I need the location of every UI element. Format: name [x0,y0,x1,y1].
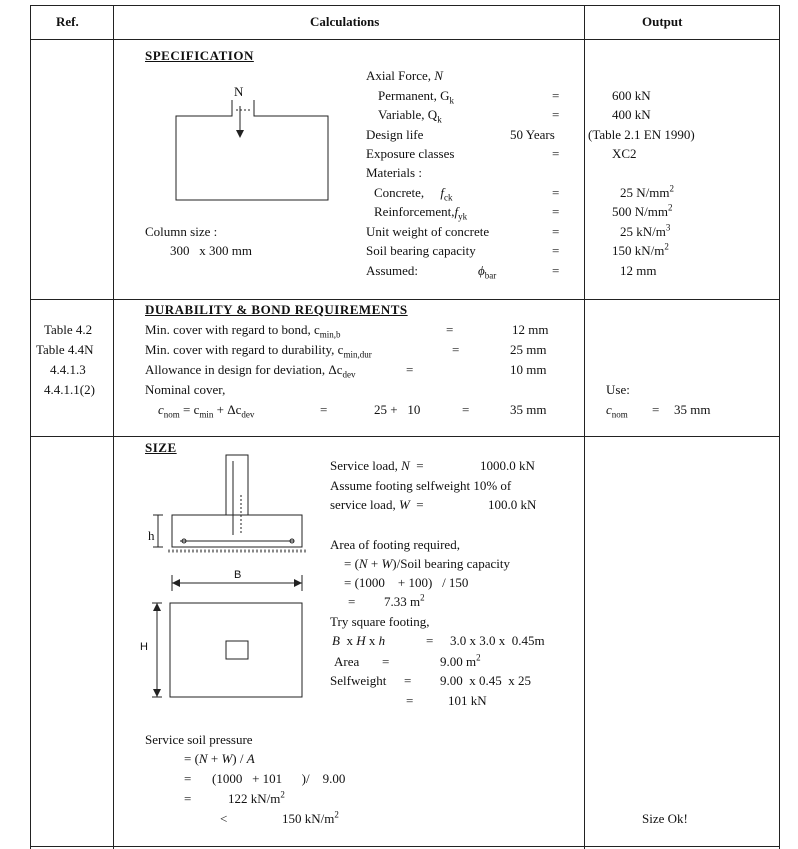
size-ok-output: Size Ok! [642,811,688,826]
reinforcement-label: $Reinforcement,f_{yk}$ [374,204,468,222]
deviation-label: Allowance in design for deviation, $\Delta c_{dev}$ [145,362,356,380]
col-divider-1 [113,5,114,849]
soil-pressure-label: Service soil pressure [145,732,253,747]
column-dims: 300 x 300 mm [170,243,252,258]
durability-title: DURABILITY & BOND REQUIREMENTS [145,302,408,317]
ref-table-4-2: Table 4.2 [44,322,93,337]
selfweight-label: Selfweight [330,673,387,688]
soil-capacity-eq: = [552,243,560,258]
section-divider-1 [30,299,780,300]
permanent-label: Permanent, $G_k$ [378,88,454,106]
table-border-right [779,5,780,849]
soil-pressure-formula-1: = (N + W) / A [184,751,255,766]
exposure-eq: = [552,146,560,161]
bond-cover-label: Min. cover with regard to bond, $c_{min,b}$ [145,322,341,340]
permanent-eq: = [552,88,560,103]
bhh-eq: = [426,633,434,648]
section-divider-2 [30,436,780,437]
soil-pressure-f3-eq: = [184,791,192,806]
bond-cover-eq: = [446,322,454,337]
reinforcement-eq: = [552,204,560,219]
assume-selfweight-line2: service load, W = [330,497,424,512]
design-life-label: Design life [366,127,424,142]
reinforcement-value: 500 $N/mm^2$ [612,202,673,219]
nominal-formula-value: 35 mm [510,402,547,417]
unit-weight-eq: = [552,224,560,239]
header-calculations: Calculations [310,14,380,29]
area-value: 9.00 $m^2$ [440,652,481,669]
column-footing-diagram [170,84,330,204]
output-use-label: Use: [606,382,630,397]
footing-elevation-diagram [140,455,320,705]
design-life-years: 50 Years [510,127,555,142]
nominal-cover-label: Nominal cover, [145,382,226,397]
diagram-label-n: N [234,84,244,99]
soil-capacity-value: 150 $kN/m^2$ [612,241,669,258]
deviation-eq: = [406,362,414,377]
soil-pressure-formula-2: (1000 + 101 )/ 9.00 [212,771,346,786]
assume-selfweight-line1: Assume footing selfweight 10% of [330,478,512,493]
assumed-bar-symbol: $\phi_{bar}$ [478,263,497,281]
concrete-eq: = [552,185,560,200]
soil-pressure-formula-3: 122 $kN/m^2$ [228,789,285,806]
column-size-label: Column size : [145,224,218,239]
nominal-cover-formula: $c_{nom} = c_{min} + \Delta c_{dev}$ [158,402,255,420]
service-load-value: 1000.0 kN [480,458,535,473]
output-c-nom-eq: = [652,402,660,417]
ref-4-4-1-1-2: 4.4.1.1(2) [44,382,95,397]
table-border-left [30,5,31,849]
variable-value: 400 kN [612,107,651,122]
area-eq: = [382,654,390,669]
exposure-value: XC2 [612,146,637,161]
nominal-formula-eq1: = [320,402,328,417]
selfweight-formula: 9.00 x 0.45 x 25 [440,673,531,688]
concrete-label: Concrete, $f_{ck}$ [374,185,453,203]
output-c-nom: $c_{nom}$ [606,402,628,420]
try-square-label: Try square footing, [330,614,430,629]
deviation-value: 10 mm [510,362,547,377]
soil-pressure-f4-lt: < [220,811,228,826]
durability-cover-value: 25 mm [510,342,547,357]
exposure-label: Exposure classes [366,146,455,161]
table-border-bottom [30,846,780,847]
size-title: SIZE [145,440,177,455]
ref-4-4-1-3: 4.4.1.3 [50,362,86,377]
nominal-formula-eq2: = [462,402,470,417]
header-ref: Ref. [56,14,79,29]
assumed-label: Assumed: [366,263,418,278]
ref-table-4-4n: Table 4.4N [36,342,94,357]
materials-label: Materials : [366,165,422,180]
assumed-value: 12 mm [620,263,657,278]
durability-cover-label: Min. cover with regard to durability, $c_{min,dur}$ [145,342,372,360]
selfweight-result: 101 kN [448,693,487,708]
soil-pressure-f2-eq: = [184,771,192,786]
bond-cover-value: 12 mm [512,322,549,337]
soil-pressure-formula-4: 150 $kN/m^2$ [282,809,339,826]
unit-weight-label: Unit weight of concrete [366,224,490,239]
area-formula-2: = (1000 + 100) / 150 [344,575,469,590]
variable-label: Variable, $Q_k$ [378,107,442,125]
header-divider [30,39,780,40]
service-load-label: Service load, N = [330,458,424,473]
design-life-ref: (Table 2.1 EN 1990) [588,127,695,142]
selfweight-eq: = [404,673,412,688]
header-output: Output [642,14,683,29]
diagram-label-hh: H [140,641,148,653]
diagram-label-h: h [148,528,155,543]
bhh-label: B x H x h [332,633,386,648]
area-formula-3-value: 7.33 $m^2$ [384,592,425,609]
nominal-formula-nums: 25 + 10 [374,402,421,417]
assume-selfweight-value: 100.0 kN [488,497,537,512]
variable-eq: = [552,107,560,122]
area-formula-3-eq: = [348,594,356,609]
concrete-value: 25 $N/mm^2$ [620,183,674,200]
selfweight-eq2: = [406,693,414,708]
col-divider-2 [584,5,585,849]
diagram-label-b: B [234,569,242,581]
unit-weight-value: 25 $kN/m^3$ [620,222,671,239]
output-c-nom-value: 35 mm [674,402,711,417]
axial-force-label: Axial Force, N [366,68,443,83]
bhh-value: 3.0 x 3.0 x 0.45m [450,633,545,648]
table-border-top [30,5,780,6]
permanent-value: 600 kN [612,88,651,103]
durability-cover-eq: = [452,342,460,357]
specification-title: SPECIFICATION [145,48,254,63]
soil-capacity-label: Soil bearing capacity [366,243,476,258]
area-formula-1: = (N + W)/Soil bearing capacity [344,556,510,571]
area-required-label: Area of footing required, [330,537,460,552]
area-label: Area [334,654,360,669]
assumed-eq: = [552,263,560,278]
